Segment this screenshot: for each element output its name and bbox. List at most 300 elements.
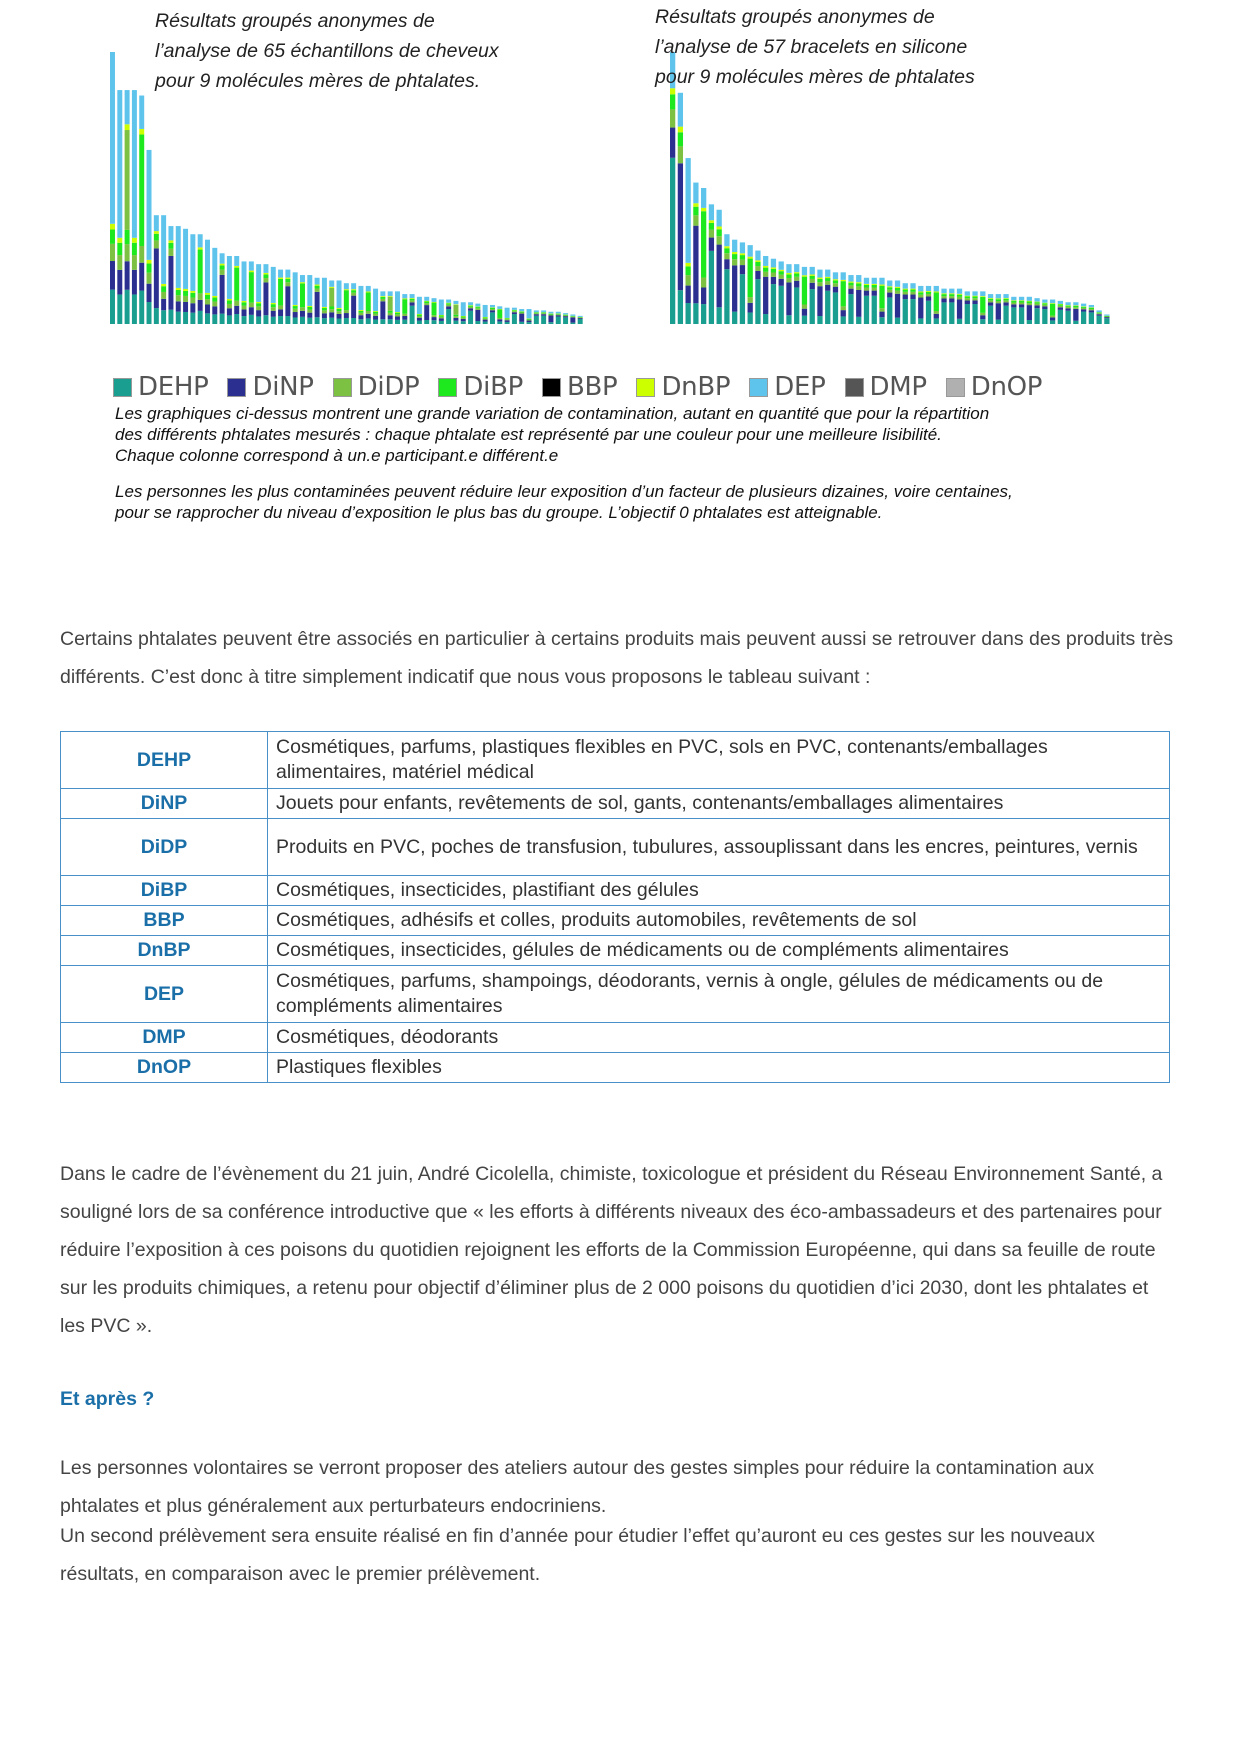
bar-segment-didp [176, 295, 181, 301]
bar-segment-dinp [887, 293, 892, 298]
table-row [61, 819, 1170, 876]
bar-segment-dep [1011, 297, 1016, 301]
bar-segment-dep [132, 90, 137, 238]
bar-segment-dibp [337, 309, 342, 311]
bar-segment-dibp [794, 273, 799, 276]
bar-segment-dinp [168, 256, 173, 310]
bar-segment-dinp [278, 309, 283, 316]
bar-segment-didp [468, 307, 473, 308]
bar-segment-dehp [786, 315, 791, 324]
bar-segment-dehp [1003, 306, 1008, 324]
bar-segment-dibp [1058, 304, 1063, 305]
bar-participant-45 [1011, 297, 1016, 324]
bar-segment-didp [1073, 307, 1078, 309]
bar-segment-dibp [293, 306, 298, 309]
bar-segment-dnbp [220, 264, 225, 266]
bar-segment-dep [329, 280, 334, 286]
bar-segment-dehp [307, 318, 312, 324]
bar-segment-didp [570, 317, 575, 318]
bar-segment-dep [678, 93, 683, 127]
bar-segment-dep [541, 310, 546, 312]
bar-segment-dibp [825, 278, 830, 281]
bar-segment-dep [432, 298, 437, 302]
bar-segment-dnbp [926, 291, 931, 292]
bar-segment-dinp [825, 285, 830, 291]
bar-participant-41 [402, 294, 407, 324]
bar-segment-dibp [833, 280, 838, 283]
bar-segment-didp [1011, 303, 1016, 305]
bar-segment-dinp [957, 299, 962, 318]
bar-segment-didp [373, 314, 378, 316]
bar-segment-dehp [234, 314, 239, 324]
bar-participant-7 [154, 215, 159, 324]
bar-segment-dnbp [732, 252, 737, 254]
bar-segment-didp [941, 296, 946, 298]
bar-segment-dep [910, 283, 915, 288]
bar-segment-dnbp [410, 298, 415, 299]
bar-segment-dehp [154, 308, 159, 324]
bar-segment-dinp [965, 300, 970, 304]
bar-segment-dnbp [139, 129, 144, 135]
bar-segment-dibp [110, 230, 115, 244]
bar-segment-dep [996, 294, 1001, 298]
bar-segment-dnbp [1050, 303, 1055, 304]
bar-segment-dinp [771, 277, 776, 284]
bar-segment-dibp [965, 296, 970, 298]
bar-segment-dep [972, 291, 977, 295]
bar-participant-21 [825, 270, 830, 324]
bar-segment-dibp [322, 308, 327, 310]
bar-segment-dnbp [779, 270, 784, 271]
bar-segment-dnbp [300, 282, 305, 283]
bar-segment-dibp [701, 211, 706, 277]
bar-segment-dnbp [424, 301, 429, 302]
bar-segment-dep [337, 280, 342, 307]
bar-segment-dep [794, 264, 799, 272]
bar-segment-didp [748, 297, 753, 303]
bar-segment-dibp [373, 312, 378, 314]
bar-participant-24 [848, 275, 853, 324]
bar-participant-37 [373, 289, 378, 324]
bar-segment-dibp [1003, 299, 1008, 301]
bar-segment-dibp [527, 319, 532, 320]
bar-segment-dehp [380, 319, 385, 324]
bar-segment-dep [125, 90, 130, 124]
bar-segment-dibp [678, 132, 683, 146]
bar-segment-dibp [461, 316, 466, 317]
bar-segment-didp [475, 308, 480, 309]
bar-segment-didp [432, 315, 437, 317]
bar-segment-didp [271, 307, 276, 311]
bar-participant-3 [125, 90, 130, 324]
bar-segment-didp [903, 292, 908, 295]
bar-segment-didp [125, 130, 130, 230]
bar-segment-dnbp [176, 288, 181, 290]
bar-segment-dnbp [755, 260, 760, 262]
bar-segment-dep [1058, 301, 1063, 304]
bar-segment-didp [771, 273, 776, 277]
bar-segment-dibp [512, 310, 517, 311]
bar-segment-didp [242, 306, 247, 310]
bar-participant-2 [678, 93, 683, 324]
bar-segment-dibp [183, 291, 188, 296]
bar-segment-dehp [329, 318, 334, 324]
bar-segment-dnbp [941, 293, 946, 294]
bar-segment-didp [740, 260, 745, 265]
bar-segment-dehp [198, 311, 203, 324]
bar-participant-17 [794, 264, 799, 324]
bar-segment-dibp [307, 307, 312, 310]
bar-segment-dehp [740, 274, 745, 324]
bar-segment-dinp [1019, 304, 1024, 307]
bar-segment-dinp [453, 318, 458, 321]
section-heading-next: Et après ? [60, 1388, 155, 1410]
bar-segment-dep [344, 283, 349, 289]
bar-segment-dibp [709, 223, 714, 230]
bar-segment-didp [278, 305, 283, 309]
bar-segment-dep [740, 242, 745, 253]
bar-segment-dibp [278, 279, 283, 306]
bar-segment-didp [351, 293, 356, 296]
bar-segment-dep [717, 210, 722, 227]
bar-participant-9 [732, 240, 737, 324]
bar-segment-dibp [483, 317, 488, 318]
bar-segment-dibp [446, 303, 451, 304]
bar-participant-7 [717, 210, 722, 324]
bar-segment-dehp [161, 310, 166, 324]
bar-segment-dep [1019, 297, 1024, 301]
bar-participant-58 [527, 309, 532, 324]
bar-segment-dibp [848, 283, 853, 286]
note-line: Les personnes les plus contaminées peuvent réduire leur exposition d’un facteur de plusieurs dizaines, voire centaines, [115, 482, 1013, 501]
bar-segment-didp [802, 305, 807, 309]
bar-segment-dinp [227, 308, 232, 315]
bar-segment-dep [926, 286, 931, 291]
bar-segment-dep [988, 294, 993, 298]
bar-participant-46 [1019, 297, 1024, 324]
bar-segment-didp [212, 302, 217, 307]
intro-paragraph: Certains phtalates peuvent être associés en particulier à certains produits mais peuvent aussi se retrouver dans des produits très différents. C’est donc à titre simplement indicatif que nous vous proposons le tableau suivant : [60, 628, 1174, 688]
bar-segment-dep [786, 264, 791, 273]
bar-segment-didp [410, 300, 415, 302]
chart-legend [113, 370, 1123, 404]
bar-segment-dep [439, 300, 444, 315]
bar-participant-56 [1096, 310, 1101, 324]
bar-segment-didp [337, 311, 342, 314]
bar-segment-dnbp [910, 289, 915, 290]
bar-segment-dibp [949, 294, 954, 296]
bar-segment-dnbp [380, 296, 385, 297]
bar-participant-34 [351, 283, 356, 324]
bar-segment-dinp [988, 302, 993, 305]
bar-segment-didp [556, 314, 561, 315]
products-cell: Cosmétiques, adhésifs et colles, produits automobiles, revêtements de sol [268, 906, 1170, 936]
bar-segment-didp [168, 249, 173, 256]
bar-segment-didp [439, 317, 444, 319]
bar-segment-dnbp [748, 257, 753, 259]
table-row [61, 1053, 1170, 1083]
bar-segment-dep [410, 294, 415, 298]
bar-participant-32 [910, 283, 915, 324]
bar-segment-dnbp [234, 266, 239, 268]
bar-segment-dep [205, 240, 210, 293]
bar-segment-dnbp [337, 308, 342, 309]
bar-segment-dnbp [358, 310, 363, 311]
bar-segment-dep [183, 229, 188, 289]
bar-segment-dibp [263, 274, 268, 278]
phthalate-code-cell: DMP [61, 1023, 268, 1053]
bar-segment-didp [841, 306, 846, 310]
bar-segment-dnbp [439, 315, 444, 316]
bar-segment-dinp [512, 312, 517, 314]
note-line: Les graphiques ci-dessus montrent une grande variation de contamination, autant en quantité que pour la répartition [115, 404, 990, 423]
bar-segment-dehp [779, 286, 784, 324]
bar-segment-dinp [786, 282, 791, 315]
bar-segment-dinp [570, 317, 575, 322]
bar-segment-dibp [380, 297, 385, 299]
bar-participant-21 [256, 264, 261, 324]
bar-segment-dehp [424, 320, 429, 324]
bar-segment-dibp [724, 248, 729, 253]
bar-segment-dnbp [996, 298, 1001, 299]
bar-segment-dep [263, 264, 268, 273]
bar-segment-dinp [1042, 306, 1047, 309]
bar-segment-dinp [300, 311, 305, 317]
bar-segment-didp [125, 244, 130, 261]
bar-segment-dehp [1073, 321, 1078, 324]
products-cell: Cosmétiques, déodorants [268, 1023, 1170, 1053]
bar-segment-dnbp [965, 296, 970, 297]
bar-segment-dehp [678, 290, 683, 324]
legend-label: DiDP [357, 372, 420, 402]
bar-segment-dibp [755, 262, 760, 266]
bar-segment-dnbp [980, 296, 985, 297]
bar-segment-dep [117, 90, 122, 238]
bar-segment-dinp [817, 286, 822, 316]
bar-segment-dibp [972, 296, 977, 298]
bar-segment-didp [794, 277, 799, 281]
bar-segment-didp [1034, 304, 1039, 306]
bar-segment-didp [490, 309, 495, 310]
bar-segment-dibp [1050, 304, 1055, 316]
bar-segment-dinp [410, 302, 415, 305]
bar-segment-didp [910, 292, 915, 295]
bar-segment-didp [446, 305, 451, 307]
bar-segment-didp [717, 236, 722, 244]
bar-segment-dehp [1089, 312, 1094, 324]
bar-segment-dinp [563, 316, 568, 317]
legend-swatch [227, 378, 246, 397]
bar-segment-didp [1042, 305, 1047, 307]
bar-segment-dibp [1096, 313, 1101, 314]
bar-segment-dnbp [825, 277, 830, 278]
bar-participant-22 [833, 272, 838, 324]
bar-segment-didp [424, 303, 429, 305]
bar-segment-dep [755, 251, 760, 261]
bar-segment-dnbp [771, 267, 776, 268]
bar-segment-dinp [1050, 317, 1055, 320]
bar-segment-dinp [468, 308, 473, 310]
bar-segment-dinp [872, 291, 877, 296]
bar-segment-dinp [417, 318, 422, 321]
bar-segment-dehp [395, 320, 400, 324]
bar-participant-48 [1034, 298, 1039, 324]
bar-segment-dehp [410, 306, 415, 324]
bar-segment-dep [779, 261, 784, 269]
legend-label: DiNP [252, 372, 314, 402]
bar-segment-didp [263, 278, 268, 282]
bar-participant-26 [293, 272, 298, 324]
bar-segment-dehp [1019, 307, 1024, 324]
legend-label: DEP [774, 372, 826, 402]
bar-segment-dep [763, 256, 768, 266]
bar-segment-dibp [351, 290, 356, 292]
bar-segment-dehp [263, 315, 268, 324]
bar-segment-dep [380, 291, 385, 296]
bar-segment-didp [154, 240, 159, 248]
bar-segment-didp [856, 286, 861, 290]
bar-segment-dibp [358, 311, 363, 313]
bar-participant-42 [988, 294, 993, 324]
products-cell: Cosmétiques, insecticides, gélules de médicaments ou de compléments alimentaires [268, 936, 1170, 966]
bar-segment-dehp [256, 316, 261, 324]
bar-segment-dep [1042, 300, 1047, 303]
bar-segment-dibp [786, 274, 791, 278]
bar-segment-dibp [395, 313, 400, 315]
bar-segment-dehp [949, 302, 954, 324]
bar-segment-dep [293, 272, 298, 305]
bar-segment-didp [887, 290, 892, 293]
bar-participant-38 [380, 291, 385, 324]
bar-segment-dibp [242, 302, 247, 305]
bar-segment-dnbp [263, 273, 268, 274]
bar-participant-28 [307, 275, 312, 324]
bar-segment-dehp [1081, 312, 1086, 324]
bar-segment-dibp [366, 292, 371, 311]
bar-segment-didp [1058, 306, 1063, 308]
bar-participant-52 [483, 305, 488, 324]
bar-segment-dehp [872, 296, 877, 324]
bar-segment-dinp [670, 128, 675, 158]
bar-segment-didp [205, 299, 210, 304]
bar-segment-didp [686, 275, 691, 285]
bar-segment-didp [988, 300, 993, 302]
bar-segment-dehp [556, 317, 561, 324]
bar-segment-dibp [563, 315, 568, 316]
legend-item-dehp [113, 372, 208, 402]
bar-segment-dnbp [249, 271, 254, 273]
bar-segment-dnbp [242, 301, 247, 302]
bar-segment-dinp [337, 314, 342, 319]
bar-participant-6 [709, 204, 714, 324]
bar-segment-dinp [293, 312, 298, 317]
bar-segment-didp [117, 255, 122, 270]
bar-segment-dibp [872, 285, 877, 288]
bar-segment-didp [483, 318, 488, 319]
bar-participant-3 [686, 158, 691, 324]
bar-segment-dnbp [678, 127, 683, 133]
bar-segment-dnbp [709, 220, 714, 223]
legend-item-dinp [227, 372, 313, 402]
bar-participant-25 [285, 270, 290, 324]
bar-segment-dehp [505, 322, 510, 324]
bar-segment-dehp [934, 318, 939, 324]
bar-segment-dinp [678, 163, 683, 290]
bar-segment-dinp [724, 259, 729, 269]
bar-segment-dinp [548, 315, 553, 322]
bar-segment-dehp [717, 307, 722, 324]
bar-segment-dnbp [786, 273, 791, 274]
note-line: Chaque colonne correspond à un.e participant.e différent.e [115, 446, 559, 465]
bar-segment-dnbp [212, 296, 217, 298]
bar-segment-dinp [358, 315, 363, 319]
phthalate-code-cell: DnBP [61, 936, 268, 966]
bar-segment-dehp [864, 296, 869, 324]
bar-segment-dep [176, 226, 181, 288]
bar-segment-dinp [205, 304, 210, 313]
bar-segment-didp [534, 313, 539, 314]
bar-segment-dibp [212, 298, 217, 302]
bar-segment-dinp [578, 318, 583, 319]
chart-notes [115, 403, 1125, 466]
bar-segment-dinp [263, 282, 268, 315]
table-row [61, 876, 1170, 906]
bar-segment-didp [527, 320, 532, 321]
bar-segment-didp [918, 295, 923, 298]
bar-participant-59 [534, 310, 539, 324]
bar-segment-dep [395, 291, 400, 312]
bar-segment-didp [965, 298, 970, 300]
bar-segment-dnbp [879, 285, 884, 286]
bar-segment-dehp [344, 318, 349, 324]
legend-label: DiBP [463, 372, 523, 402]
bar-segment-dinp [461, 319, 466, 321]
bar-segment-didp [833, 283, 838, 286]
bar-participant-45 [432, 298, 437, 324]
bar-segment-dep [1034, 298, 1039, 301]
bar-segment-dibp [1042, 303, 1047, 304]
bar-segment-dep [833, 272, 838, 279]
bar-participant-40 [972, 291, 977, 324]
bar-segment-dep [1081, 304, 1086, 307]
bar-segment-dehp [132, 294, 137, 324]
bar-segment-dehp [833, 292, 838, 324]
bar-participant-42 [410, 294, 415, 324]
bar-segment-dibp [344, 290, 349, 310]
bar-segment-dehp [337, 319, 342, 325]
bar-segment-didp [949, 296, 954, 298]
bar-segment-dinp [864, 291, 869, 296]
bar-segment-dehp [417, 321, 422, 324]
bar-segment-dep [556, 312, 561, 314]
bar-segment-dinp [242, 310, 247, 317]
bar-segment-dnbp [988, 298, 993, 299]
bar-segment-dinp [446, 306, 451, 309]
bar-segment-dep [168, 226, 173, 240]
bar-segment-dehp [1104, 318, 1109, 324]
bar-segment-dehp [895, 318, 900, 324]
bar-segment-dibp [249, 272, 254, 303]
bar-segment-dibp [1065, 306, 1070, 307]
bar-segment-dep [534, 310, 539, 312]
bar-segment-dnbp [183, 289, 188, 291]
bar-segment-dehp [278, 316, 283, 324]
bar-segment-didp [817, 282, 822, 286]
bar-segment-dnbp [402, 298, 407, 299]
bar-segment-didp [1027, 303, 1032, 305]
bar-participant-33 [344, 283, 349, 324]
bar-segment-dibp [424, 301, 429, 303]
